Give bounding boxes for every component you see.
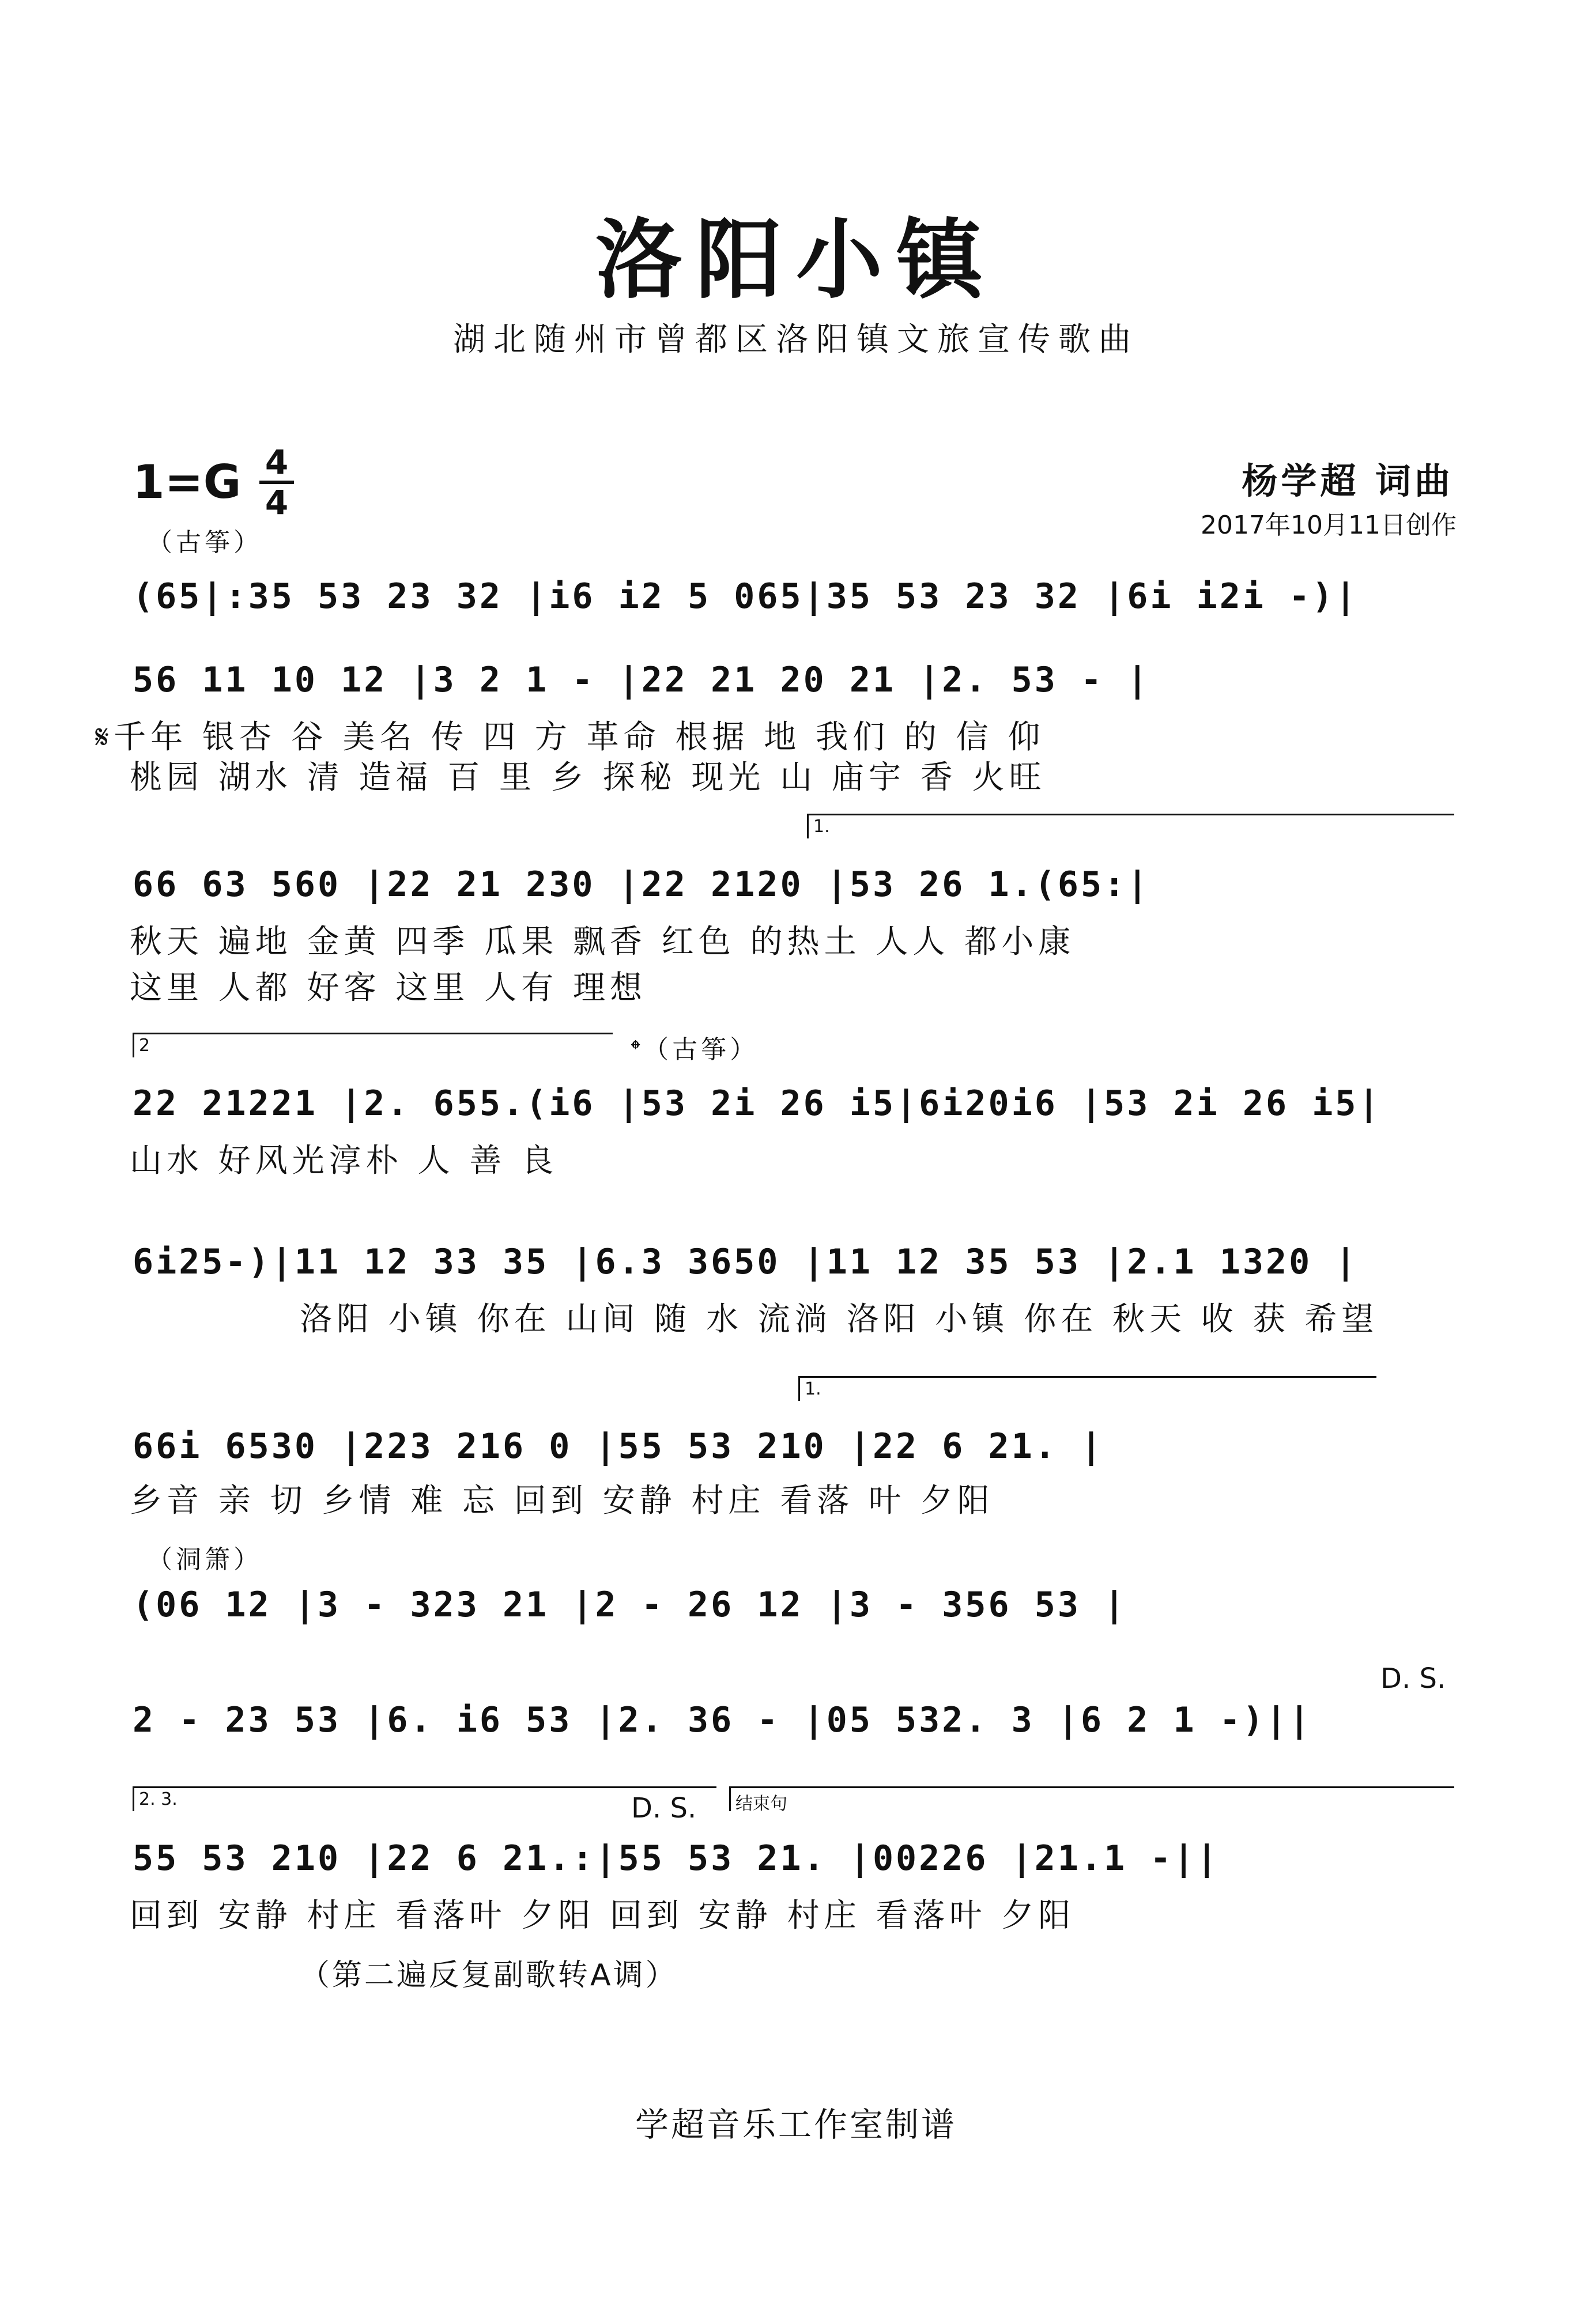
time-sig-top: 4: [265, 443, 289, 482]
lyric-line: 这里 人都 好客 这里 人有 理想: [130, 969, 647, 1007]
lyric-line: 山水 好风光淳朴 人 善 良: [130, 1142, 559, 1180]
notation-line: 22 21221 |2. 655.(i6 |53 2i 26 i5|6i20i6 |53 2i 26 i5|: [133, 1083, 1382, 1124]
notation-line: 66i 6530 |223 216 0 |55 53 210 |22 6 21. |: [133, 1426, 1104, 1467]
instrument-label: （洞箫）: [147, 1545, 262, 1574]
author-credit: 杨学超 词曲: [1242, 460, 1454, 502]
lyric-line: 回到 安静 村庄 看落叶 夕阳 回到 安静 村庄 看落叶 夕阳: [130, 1897, 1076, 1934]
performance-remark: （第二遍反复副歌转A调）: [300, 1958, 678, 1993]
notation-line: 55 53 210 |22 6 21.:|55 53 21. |00226 |21.1 -||: [133, 1838, 1220, 1879]
publisher-footer: 学超音乐工作室制谱: [635, 2105, 957, 2144]
volta-bracket: [798, 1376, 1376, 1401]
lyric-line: 桃园 湖水 清 造福 百 里 乡 探秘 现光 山 庙宇 香 火旺: [130, 759, 1046, 796]
notation-line: (06 12 |3 - 323 21 |2 - 26 12 |3 - 356 53 |: [133, 1585, 1127, 1625]
song-title: 洛阳小镇: [595, 210, 997, 311]
volta-label: 2: [139, 1036, 150, 1056]
creation-date: 2017年10月11日创作: [1201, 511, 1457, 540]
dal-segno-mark: D. S.: [631, 1792, 697, 1824]
lyric-line: 𝄋千年 银杏 谷 美名 传 四 方 革命 根据 地 我们 的 信 仰: [95, 719, 1045, 756]
song-subtitle: 湖北随州市曾都区洛阳镇文旅宣传歌曲: [453, 321, 1139, 358]
volta-bracket: [133, 1786, 716, 1811]
volta-label: 2. 3.: [139, 1789, 178, 1809]
time-signature: [259, 445, 294, 520]
notation-line: 56 11 10 12 |3 2 1 - |22 21 20 21 |2. 53 - |: [133, 660, 1150, 700]
volta-label: 结束句: [735, 1794, 787, 1814]
lyric-line: 乡音 亲 切 乡情 难 忘 回到 安静 村庄 看落 叶 夕阳: [130, 1482, 994, 1520]
notation-line: 66 63 560 |22 21 230 |22 2120 |53 26 1.(65:|: [133, 864, 1150, 905]
volta-bracket: [133, 1033, 613, 1057]
key-signature: 1=G: [133, 455, 242, 509]
notation-line: (65|:35 53 23 32 |i6 i2 5 065|35 53 23 32 |6i i2i -)|: [133, 576, 1359, 617]
notation-line: 2 - 23 53 |6. i6 53 |2. 36 - |05 532. 3 |6 2 1 -)||: [133, 1700, 1312, 1740]
time-sig-bottom: 4: [265, 483, 289, 522]
dal-segno-mark: D. S.: [1380, 1662, 1446, 1695]
volta-bracket: [807, 814, 1454, 838]
lyric-line: 秋天 遍地 金黄 四季 瓜果 飘香 红色 的热土 人人 都小康: [130, 923, 1076, 961]
coda-instrument-label: 𝄌（古筝）: [631, 1035, 759, 1064]
volta-label: 1.: [805, 1379, 821, 1399]
volta-bracket-ending: [729, 1786, 1454, 1814]
volta-label: 1.: [813, 817, 830, 837]
notation-line: 6i25-)|11 12 33 35 |6.3 3650 |11 12 35 53 |2.1 1320 |: [133, 1242, 1359, 1282]
lyric-line: 洛阳 小镇 你在 山间 随 水 流淌 洛阳 小镇 你在 秋天 收 获 希望: [300, 1301, 1379, 1338]
instrument-label: （古筝）: [147, 528, 262, 557]
